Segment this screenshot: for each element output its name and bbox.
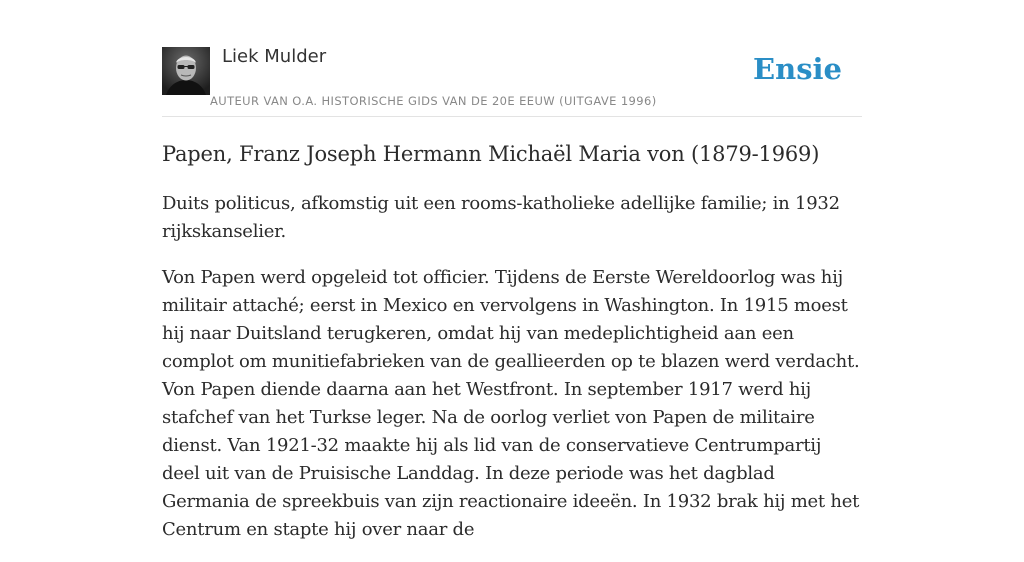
article-title: Papen, Franz Joseph Hermann Michaël Maria von (1879-1969) <box>162 142 820 166</box>
article-content <box>162 136 862 562</box>
author-name[interactable]: Liek Mulder <box>222 46 327 67</box>
article-paragraph: Von Papen werd opgeleid tot officier. Tijdens de Eerste Wereldoorlog was hij militair attaché; eerst in Mexico en vervolgens in Washington. In 1915 moest hij naar Duitsland terugkeren, omdat hij van medeplichtigheid aan een complot om munitiefabrieken van de geallieerden op te blazen werd verdacht. Von Papen diende daarna aan het Westfront. In september 1917 werd hij stafchef van het Turkse leger. Na de oorlog verliet von Papen de militaire dienst. Van 1921-32 maakte hij als lid van de conservatieve Centrumpartij deel uit van de Pruisische Landdag. In deze periode was het dagblad Germania de spreekbuis van zijn reactionaire ideeën. In 1932 brak hij met het Centrum en stapte hij over naar de <box>162 267 860 540</box>
author-description: AUTEUR VAN O.A. HISTORISCHE GIDS VAN DE 20E EEUW (UITGAVE 1996) <box>210 94 657 108</box>
portrait-icon <box>162 47 210 95</box>
author-avatar[interactable] <box>162 47 210 95</box>
author-header <box>162 44 862 117</box>
ensie-logo[interactable]: Ensie <box>753 52 842 86</box>
article-paragraph: Duits politicus, afkomstig uit een rooms-katholieke adellijke familie; in 1932 rijkskanselier. <box>162 193 840 242</box>
